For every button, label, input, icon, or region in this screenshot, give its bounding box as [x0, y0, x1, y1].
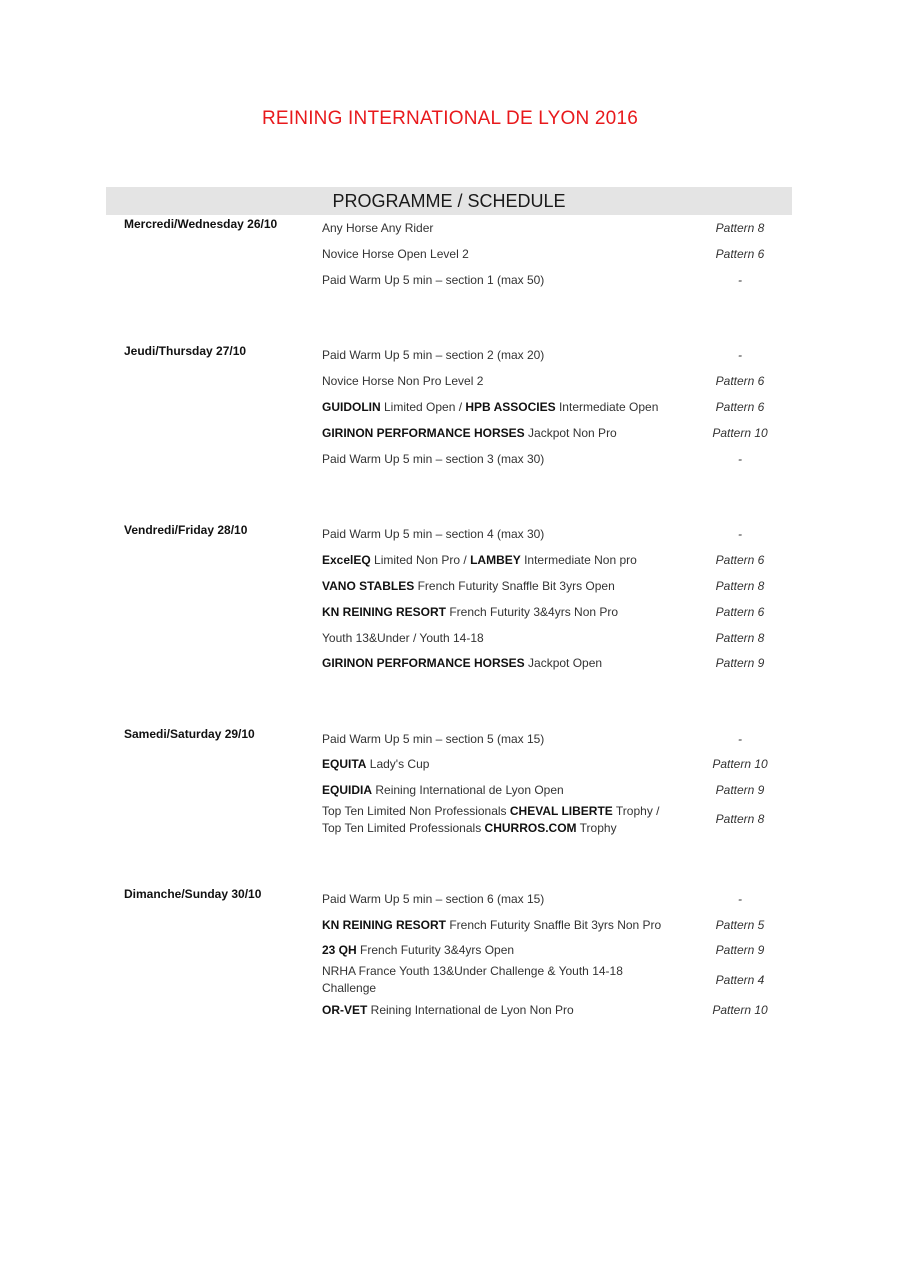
- event-name: Paid Warm Up 5 min – section 2 (max 20): [322, 348, 545, 362]
- event-pattern: -: [738, 452, 742, 466]
- event-pattern: Pattern 5: [715, 918, 765, 932]
- event-name: ExcelEQ Limited Non Pro / LAMBEY Intermediate Non pro: [322, 553, 637, 567]
- event-pattern: Pattern 9: [715, 783, 765, 797]
- event-pattern: -: [738, 892, 742, 906]
- sponsor-name: KN REINING RESORT: [322, 918, 447, 932]
- sponsor-name: 23 QH: [322, 943, 357, 957]
- event-pattern: Pattern 6: [715, 400, 765, 414]
- day-label: Mercredi/Wednesday 26/10: [124, 217, 278, 231]
- event-pattern: Pattern 8: [715, 221, 765, 235]
- sponsor-name: KN REINING RESORT: [322, 605, 447, 619]
- event-name: OR-VET Reining International de Lyon Non Pro: [322, 1003, 574, 1017]
- event-pattern: Pattern 10: [712, 757, 768, 771]
- sponsor-name: ExcelEQ: [322, 553, 371, 567]
- event-name: Any Horse Any Rider: [322, 221, 434, 235]
- sponsor-name: CHURROS.COM: [484, 821, 577, 835]
- event-pattern: Pattern 8: [715, 631, 765, 645]
- sponsor-name: VANO STABLES: [322, 579, 415, 593]
- event-pattern: Pattern 9: [715, 656, 765, 670]
- sponsor-name: GUIDOLIN: [322, 400, 381, 414]
- event-name: EQUITA Lady's Cup: [322, 757, 430, 771]
- day-label: Samedi/Saturday 29/10: [124, 727, 255, 741]
- event-name: Paid Warm Up 5 min – section 3 (max 30): [322, 452, 545, 466]
- event-pattern: Pattern 9: [715, 943, 765, 957]
- event-name: GIRINON PERFORMANCE HORSES Jackpot Non Pro: [322, 426, 617, 440]
- day-label: Vendredi/Friday 28/10: [124, 523, 248, 537]
- sponsor-name: HPB ASSOCIES: [465, 400, 556, 414]
- sponsor-name: EQUIDIA: [322, 783, 373, 797]
- event-name: Paid Warm Up 5 min – section 5 (max 15): [322, 732, 545, 746]
- sponsor-name: GIRINON PERFORMANCE HORSES: [322, 656, 525, 670]
- event-name: NRHA France Youth 13&Under Challenge & Youth 14-18 Challenge: [322, 964, 623, 995]
- event-pattern: Pattern 8: [715, 812, 765, 826]
- sponsor-name: OR-VET: [322, 1003, 368, 1017]
- event-pattern: -: [738, 527, 742, 541]
- event-pattern: Pattern 6: [715, 374, 765, 388]
- event-pattern: -: [738, 348, 742, 362]
- event-pattern: Pattern 6: [715, 605, 765, 619]
- event-pattern: Pattern 10: [712, 426, 768, 440]
- sponsor-name: GIRINON PERFORMANCE HORSES: [322, 426, 525, 440]
- event-pattern: Pattern 10: [712, 1003, 768, 1017]
- document-title: REINING INTERNATIONAL DE LYON 2016: [262, 108, 638, 129]
- event-pattern: -: [738, 732, 742, 746]
- event-name: KN REINING RESORT French Futurity Snaffle Bit 3yrs Non Pro: [322, 918, 662, 932]
- event-name: 23 QH French Futurity 3&4yrs Open: [322, 943, 515, 957]
- event-name: Paid Warm Up 5 min – section 6 (max 15): [322, 892, 545, 906]
- event-name: VANO STABLES French Futurity Snaffle Bit 3yrs Open: [322, 579, 615, 593]
- event-pattern: -: [738, 273, 742, 287]
- sponsor-name: LAMBEY: [470, 553, 521, 567]
- event-name: EQUIDIA Reining International de Lyon Open: [322, 783, 564, 797]
- event-name: Youth 13&Under / Youth 14-18: [322, 631, 484, 645]
- event-pattern: Pattern 6: [715, 247, 765, 261]
- event-name: Novice Horse Open Level 2: [322, 247, 469, 261]
- event-name: GUIDOLIN Limited Open / HPB ASSOCIES Intermediate Open: [322, 400, 659, 414]
- sponsor-name: EQUITA: [322, 757, 367, 771]
- sponsor-name: CHEVAL LIBERTE: [509, 804, 613, 818]
- event-name: GIRINON PERFORMANCE HORSES Jackpot Open: [322, 656, 603, 670]
- event-name: Novice Horse Non Pro Level 2: [322, 374, 484, 388]
- event-pattern: Pattern 6: [715, 553, 765, 567]
- event-name: Top Ten Limited Non Professionals CHEVAL LIBERTE Trophy / Top Ten Limited Professionals CHURROS.COM Trophy: [322, 804, 660, 835]
- event-name: Paid Warm Up 5 min – section 1 (max 50): [322, 273, 545, 287]
- event-pattern: Pattern 4: [715, 973, 765, 987]
- day-label: Jeudi/Thursday 27/10: [124, 344, 247, 358]
- event-pattern: Pattern 8: [715, 579, 765, 593]
- day-label: Dimanche/Sunday 30/10: [124, 887, 262, 901]
- schedule-banner: PROGRAMME / SCHEDULE: [106, 187, 792, 215]
- event-name: Paid Warm Up 5 min – section 4 (max 30): [322, 527, 545, 541]
- event-name: KN REINING RESORT French Futurity 3&4yrs Non Pro: [322, 605, 619, 619]
